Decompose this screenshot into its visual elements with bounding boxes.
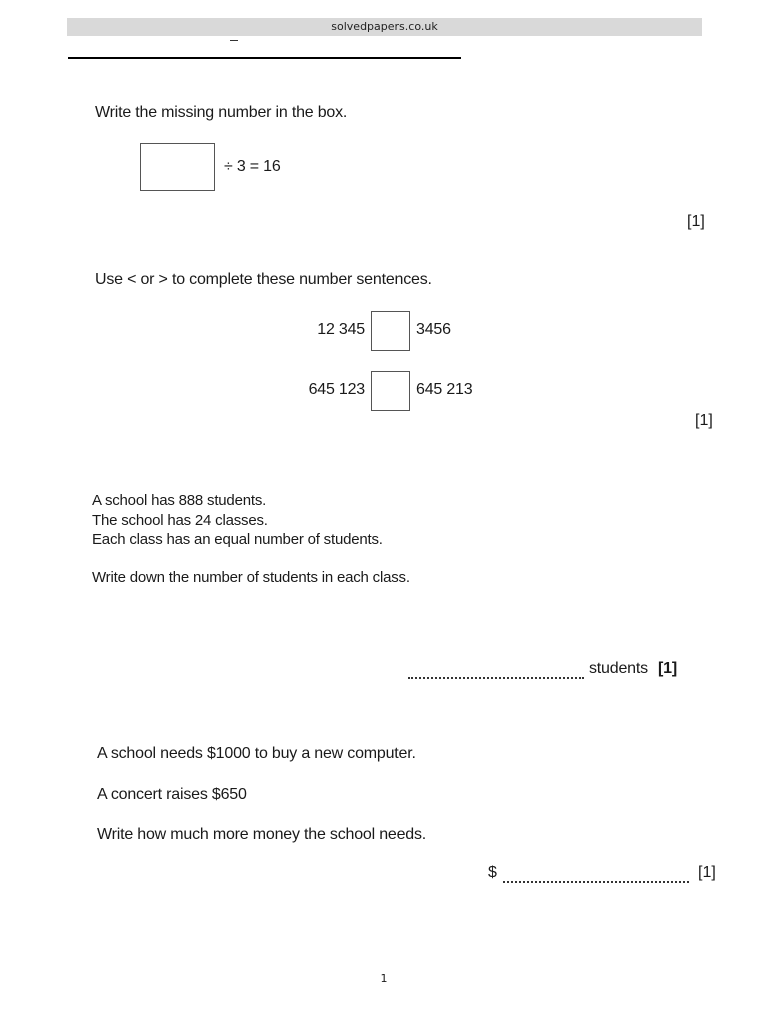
- q3-line2: The school has 24 classes.: [92, 512, 268, 529]
- q2-row2-right: 645 213: [416, 381, 473, 398]
- page-number: 1: [380, 972, 388, 985]
- q4-instruction: Write how much more money the school needs.: [97, 826, 427, 843]
- q1-instruction: Write the missing number in the box.: [95, 104, 348, 121]
- header-dash: [230, 40, 238, 41]
- q1-answer-box[interactable]: [140, 143, 215, 191]
- q4-currency: $: [488, 864, 497, 881]
- q3-line1: A school has 888 students.: [92, 492, 267, 509]
- q1-mark: [1]: [687, 213, 705, 230]
- q3-instruction: Write down the number of students in each class.: [92, 569, 410, 586]
- q2-row1-right: 3456: [416, 321, 451, 338]
- q4-mark: [1]: [698, 864, 716, 881]
- q2-instruction: Use < or > to complete these number sentences.: [95, 271, 432, 288]
- q2-row1-answer-box[interactable]: [371, 311, 410, 351]
- q2-mark: [1]: [695, 412, 713, 429]
- q1-equation: ÷ 3 = 16: [224, 158, 281, 175]
- q2-row1-left: 12 345: [317, 321, 365, 338]
- q3-mark: [1]: [658, 660, 677, 677]
- q2-row2-answer-box[interactable]: [371, 371, 410, 411]
- q4-line2: A concert raises $650: [97, 786, 247, 803]
- q4-answer-line[interactable]: [503, 881, 689, 883]
- q2-row2-left: 645 123: [308, 381, 365, 398]
- q3-answer-line[interactable]: [408, 677, 584, 679]
- site-header: solvedpapers.co.uk: [67, 18, 702, 36]
- q4-line1: A school needs $1000 to buy a new computer.: [97, 745, 416, 762]
- q3-unit: students: [589, 660, 648, 677]
- q3-line3: Each class has an equal number of students.: [92, 531, 383, 548]
- header-rule: [68, 57, 461, 59]
